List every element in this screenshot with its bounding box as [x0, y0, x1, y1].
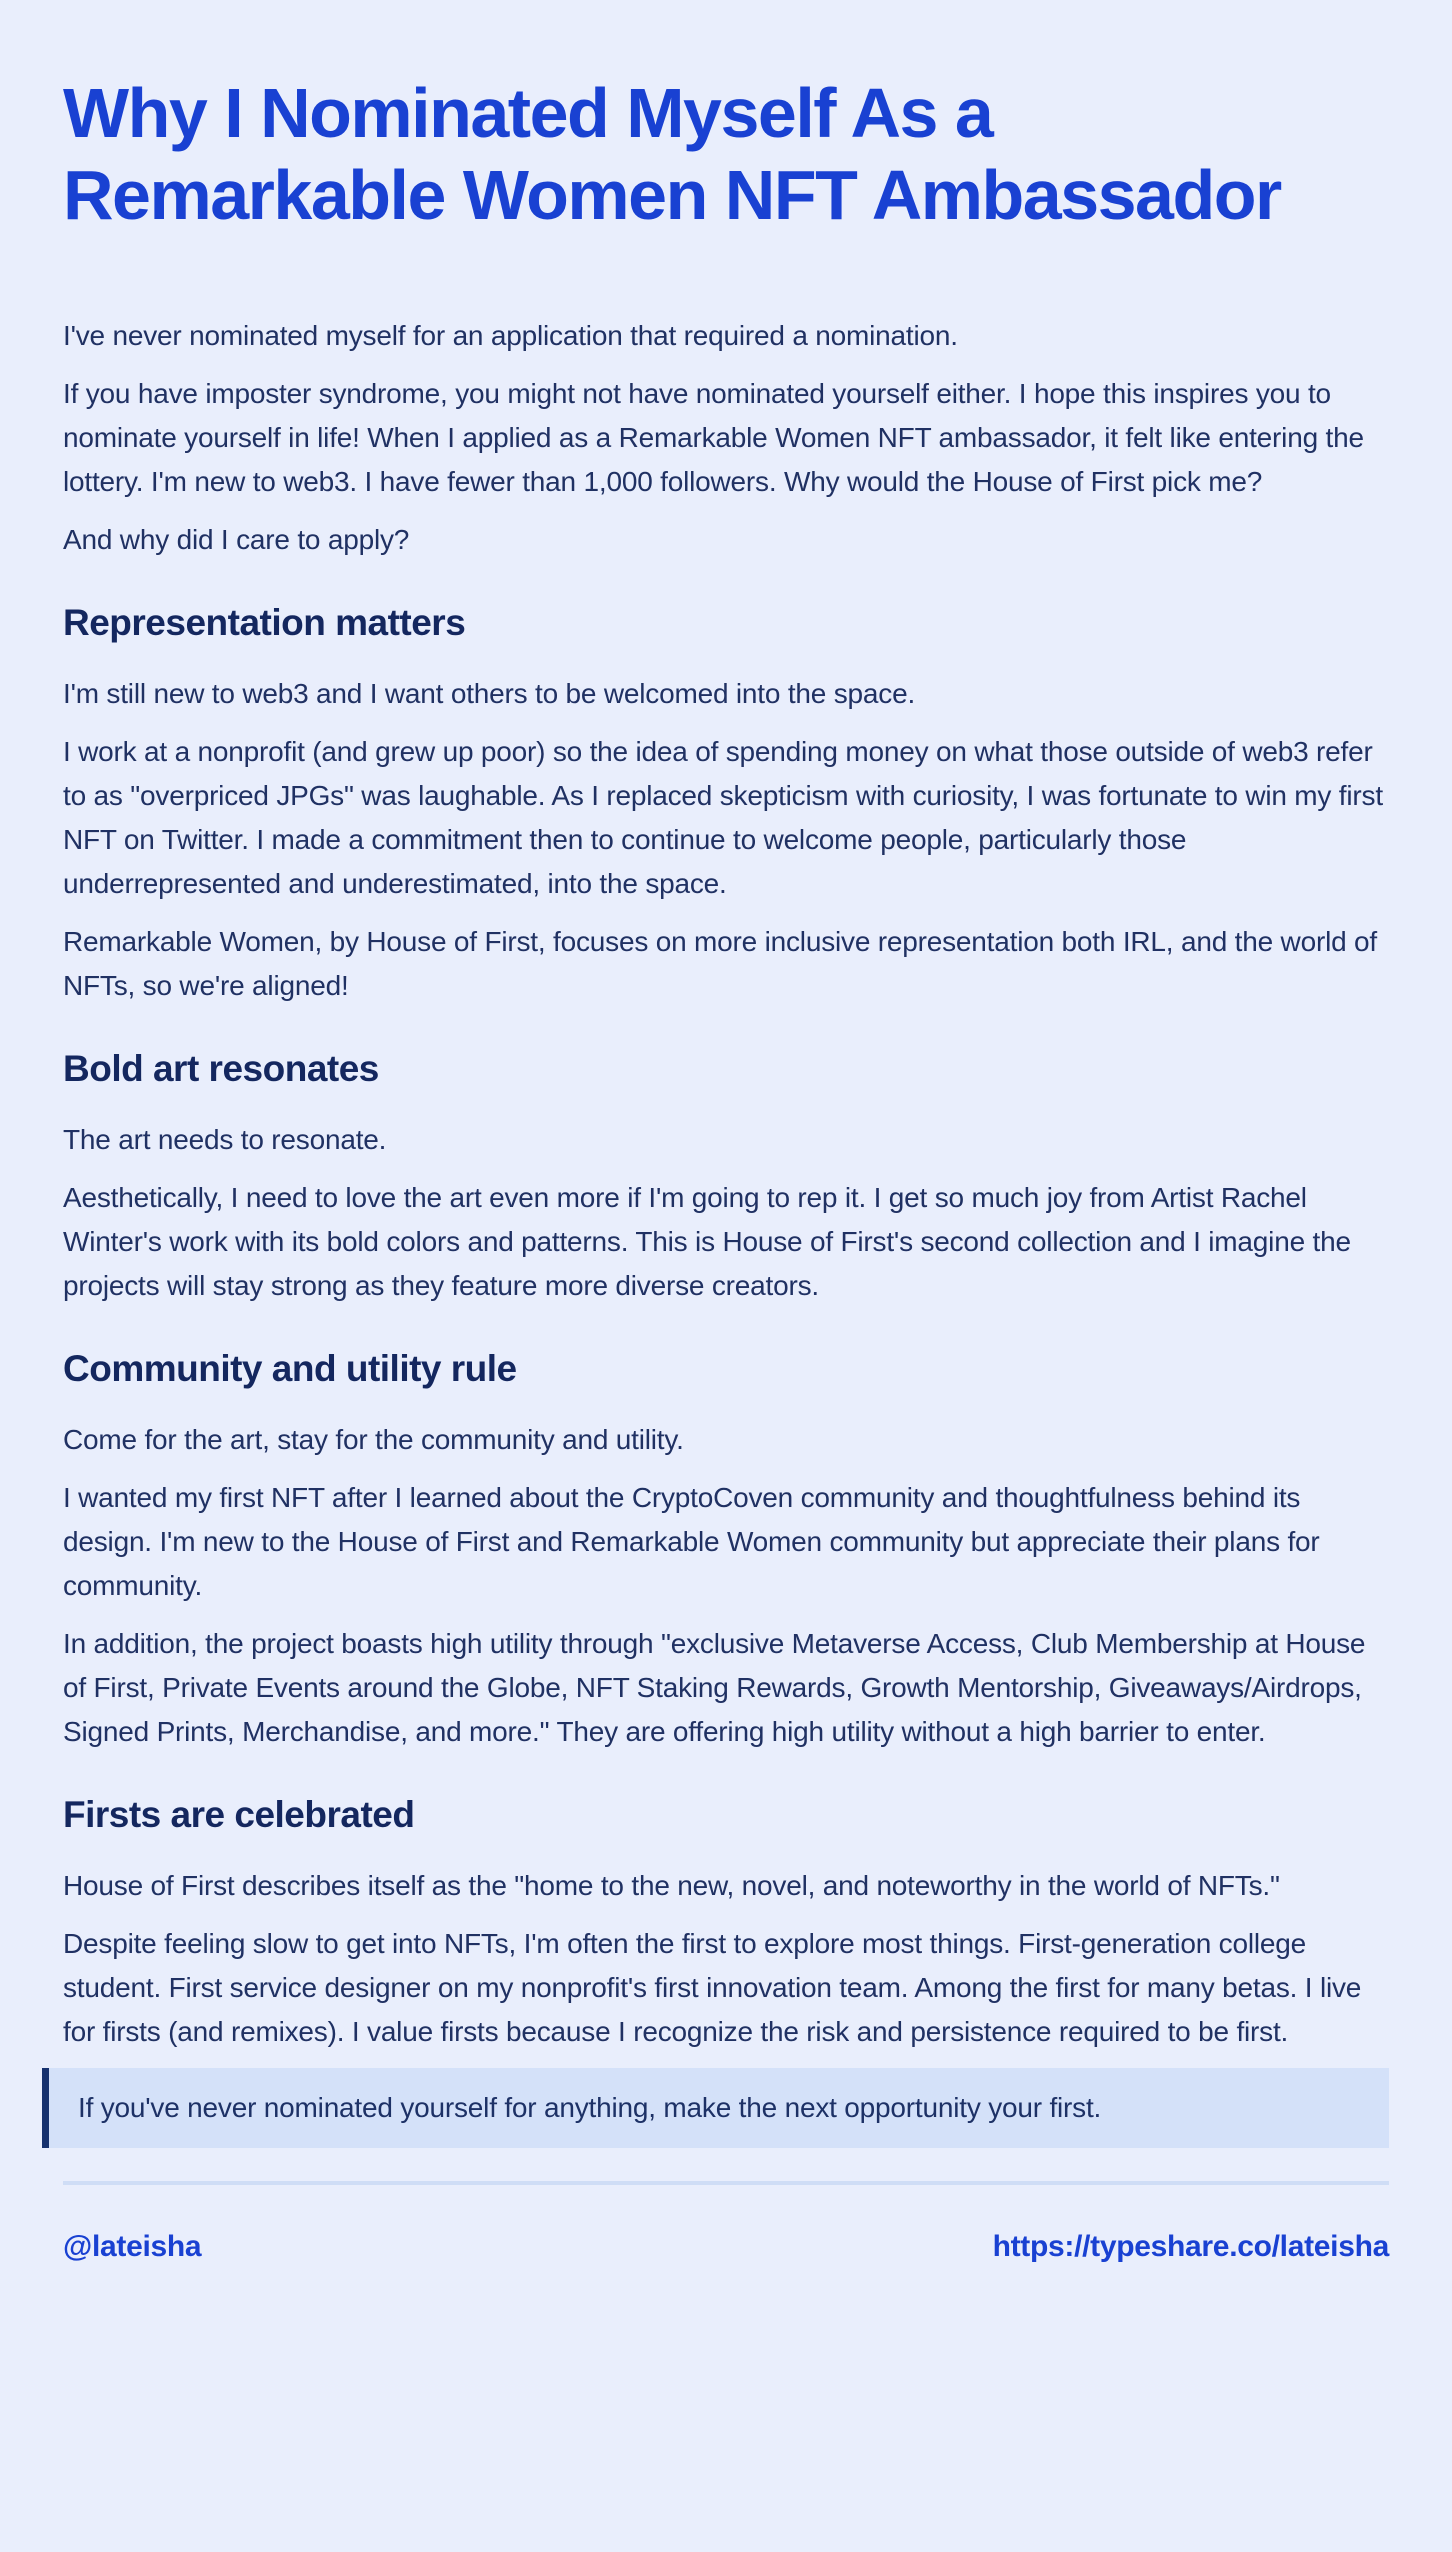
- paragraph: House of First describes itself as the "home to the new, novel, and noteworthy in the world of NFTs.": [63, 1870, 1280, 1901]
- typeshare-profile-link[interactable]: https://typeshare.co/lateisha: [992, 2230, 1389, 2263]
- section-heading-representation-matters: Representation matters: [63, 602, 466, 643]
- paragraph: The art needs to resonate.: [63, 1124, 387, 1155]
- section-heading-community-and-utility-rule: Community and utility rule: [63, 1348, 517, 1389]
- author-handle-link[interactable]: @lateisha: [63, 2230, 202, 2263]
- paragraph: I'm still new to web3 and I want others to be welcomed into the space.: [63, 678, 916, 709]
- paragraph: Come for the art, stay for the community and utility.: [63, 1424, 684, 1455]
- paragraph: I wanted my first NFT after I learned about the CryptoCoven community and thoughtfulness behind its design. I'm new to the House of First and Remarkable Women community but appreciate their plans for community.: [63, 1482, 1320, 1601]
- intro-paragraph: And why did I care to apply?: [63, 524, 410, 555]
- pull-quote-text: If you've never nominated yourself for anything, make the next opportunity your first.: [78, 2092, 1102, 2123]
- intro-paragraph: If you have imposter syndrome, you might not have nominated yourself either. I hope this inspires you to nominate yourself in life! When I applied as a Remarkable Women NFT ambassador, it felt like entering the lottery. I'm new to web3. I have fewer than 1,000 followers. Why would the House of First pick me?: [63, 378, 1364, 497]
- page-title: Why I Nominated Myself As a Remarkable Women NFT Ambassador: [63, 74, 1281, 234]
- pull-quote: [42, 2068, 1389, 2148]
- paragraph: In addition, the project boasts high utility through "exclusive Metaverse Access, Club Membership at House of First, Private Events around the Globe, NFT Staking Rewards, Growth Mentorship, Giveaways/Airdrops, Signed Prints, Merchandise, and more." They are offering high utility without a high barrier to enter.: [63, 1628, 1366, 1747]
- footer: [63, 2228, 1389, 2266]
- intro-paragraph: I've never nominated myself for an application that required a nomination.: [63, 320, 958, 351]
- section-heading-firsts-are-celebrated: Firsts are celebrated: [63, 1794, 415, 1835]
- paragraph: I work at a nonprofit (and grew up poor) so the idea of spending money on what those outside of web3 refer to as "overpriced JPGs" was laughable. As I replaced skepticism with curiosity, I was fortunate to win my first NFT on Twitter. I made a commitment then to continue to welcome people, particularly those underrepresented and underestimated, into the space.: [63, 736, 1383, 899]
- paragraph: Despite feeling slow to get into NFTs, I'm often the first to explore most things. First-generation college student. First service designer on my nonprofit's first innovation team. Among the first for many betas. I live for firsts (and remixes). I value firsts because I recognize the risk and persistence required to be first.: [63, 1928, 1362, 2047]
- footer-divider: [63, 2181, 1389, 2185]
- paragraph: Remarkable Women, by House of First, focuses on more inclusive representation both IRL, and the world of NFTs, so we're aligned!: [63, 926, 1377, 1001]
- paragraph: Aesthetically, I need to love the art even more if I'm going to rep it. I get so much joy from Artist Rachel Winter's work with its bold colors and patterns. This is House of First's second collection and I imagine the projects will stay strong as they feature more diverse creators.: [63, 1182, 1351, 1301]
- section-heading-bold-art-resonates: Bold art resonates: [63, 1048, 379, 1089]
